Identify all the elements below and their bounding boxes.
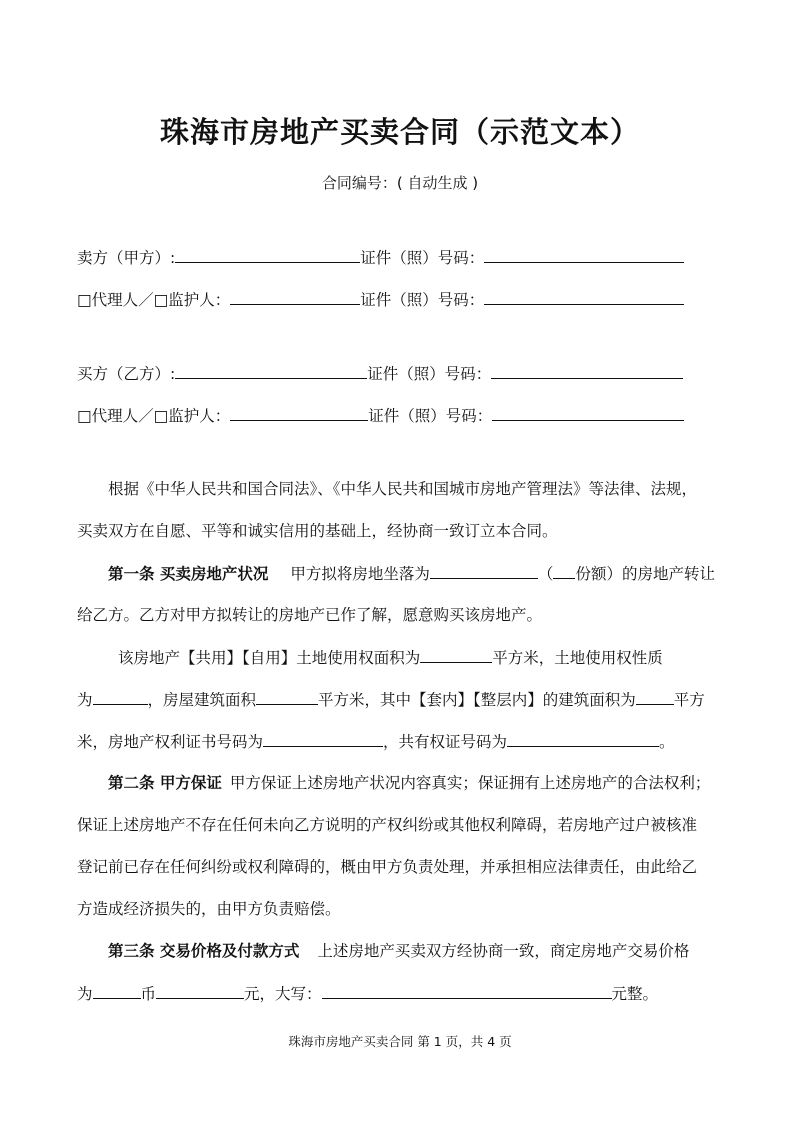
seller-id-blank [484, 245, 684, 263]
article1-text-c: 份额）的房地产转让 [575, 565, 715, 583]
land-area-blank [420, 645, 492, 663]
seller-agent-label: □代理人／□监护人： [77, 291, 231, 309]
buyer-id-label: 证件（照）号码： [367, 365, 492, 383]
article2-line-3: 登记前已存在任何纠纷或权利障碍的，概由甲方负责处理，并承担相应法律责任，由此给乙 [77, 858, 698, 876]
article1-line4-d: 平方 [673, 691, 705, 709]
building-area-blank [256, 687, 318, 705]
seller-agent-blank [230, 287, 360, 305]
buyer-agent-line [77, 403, 684, 426]
buyer-line [77, 361, 683, 384]
buyer-agent-id-blank [492, 403, 684, 421]
article3-line-2 [77, 981, 658, 1004]
article2-line-1 [108, 771, 710, 793]
article1-line-5 [77, 729, 675, 752]
article2-text-1: 甲方保证上述房地产状况内容真实；保证拥有上述房地产的合法权利； [229, 774, 711, 792]
article1-heading: 第一条 买卖房地产状况 [108, 565, 269, 583]
co-owner-cert-blank [507, 729, 659, 747]
price-uppercase-label: 元，大写： [244, 985, 322, 1003]
cert-no-label: 米，房地产权利证书号码为 [77, 733, 264, 751]
building-area-label: ，房屋建筑面积 [147, 691, 257, 709]
article1-line-1 [108, 561, 715, 584]
article1-line-3 [118, 645, 663, 668]
inner-area-label: 平方米，其中【套内】【整层内】的建筑面积为 [318, 691, 636, 709]
seller-id-label: 证件（照）号码： [360, 249, 485, 267]
article1-line4-a: 为 [77, 691, 93, 709]
article3-line-1 [108, 939, 689, 961]
article1-line5-end: 。 [659, 733, 675, 751]
page-footer: 珠海市房地产买卖合同 第 1 页，共 4 页 [288, 1034, 512, 1049]
price-number-blank [156, 981, 244, 999]
seller-name-blank [175, 245, 360, 263]
article3-heading: 第三条 交易价格及付款方式 [108, 942, 300, 960]
buyer-id-blank [491, 361, 683, 379]
buyer-label: 买方（乙方）: [77, 365, 176, 383]
article2-heading: 第二条 甲方保证 [108, 774, 222, 792]
article1-text-b: （ [537, 565, 554, 583]
buyer-agent-id-label: 证件（照）号码： [368, 407, 493, 425]
seller-agent-line [77, 287, 684, 310]
contract-number: 合同编号：( 自动生成 ) [321, 174, 479, 192]
buyer-agent-label: □代理人／□监护人： [77, 407, 231, 425]
article3-line2-a: 为 [77, 985, 93, 1003]
page-title: 珠海市房地产买卖合同（示范文本） [159, 115, 640, 149]
article1-line-4 [77, 687, 705, 710]
share-blank [553, 561, 575, 579]
land-nature-blank [93, 687, 148, 705]
price-end-label: 元整。 [611, 985, 659, 1003]
inner-area-blank [636, 687, 674, 705]
article3-text-1: 上述房地产买卖双方经协商一致，商定房地产交易价格 [317, 942, 690, 960]
currency-blank [93, 981, 141, 999]
article2-line-4: 方造成经济损失的，由甲方负责赔偿。 [77, 900, 341, 918]
currency-label: 币 [140, 985, 157, 1003]
article1-line-2: 给乙方。乙方对甲方拟转让的房地产已作了解，愿意购买该房地产。 [77, 606, 543, 624]
price-uppercase-blank [322, 981, 612, 999]
cert-no-blank [263, 729, 383, 747]
preamble-line-2: 买卖双方在自愿、平等和诚实信用的基础上，经协商一致订立本合同。 [77, 522, 558, 540]
buyer-name-blank [175, 361, 367, 379]
co-owner-cert-label: ，共有权证号码为 [383, 733, 508, 751]
land-nature-label: 平方米，土地使用权性质 [492, 649, 663, 667]
seller-label: 卖方（甲方）: [77, 249, 176, 267]
seller-line [77, 245, 684, 268]
seller-agent-id-label: 证件（照）号码： [360, 291, 485, 309]
buyer-agent-blank [230, 403, 368, 421]
article1-text-a: 甲方拟将房地坐落为 [290, 565, 430, 583]
property-location-blank [430, 561, 538, 579]
land-area-label: 该房地产【共用】【自用】土地使用权面积为 [118, 649, 421, 667]
seller-agent-id-blank [484, 287, 684, 305]
article2-line-2: 保证上述房地产不存在任何未向乙方说明的产权纠纷或其他权利障碍，若房地产过户被核准 [77, 816, 698, 834]
preamble-line-1: 根据《中华人民共和国合同法》、《中华人民共和国城市房地产管理法》等法律、法规， [108, 480, 698, 498]
